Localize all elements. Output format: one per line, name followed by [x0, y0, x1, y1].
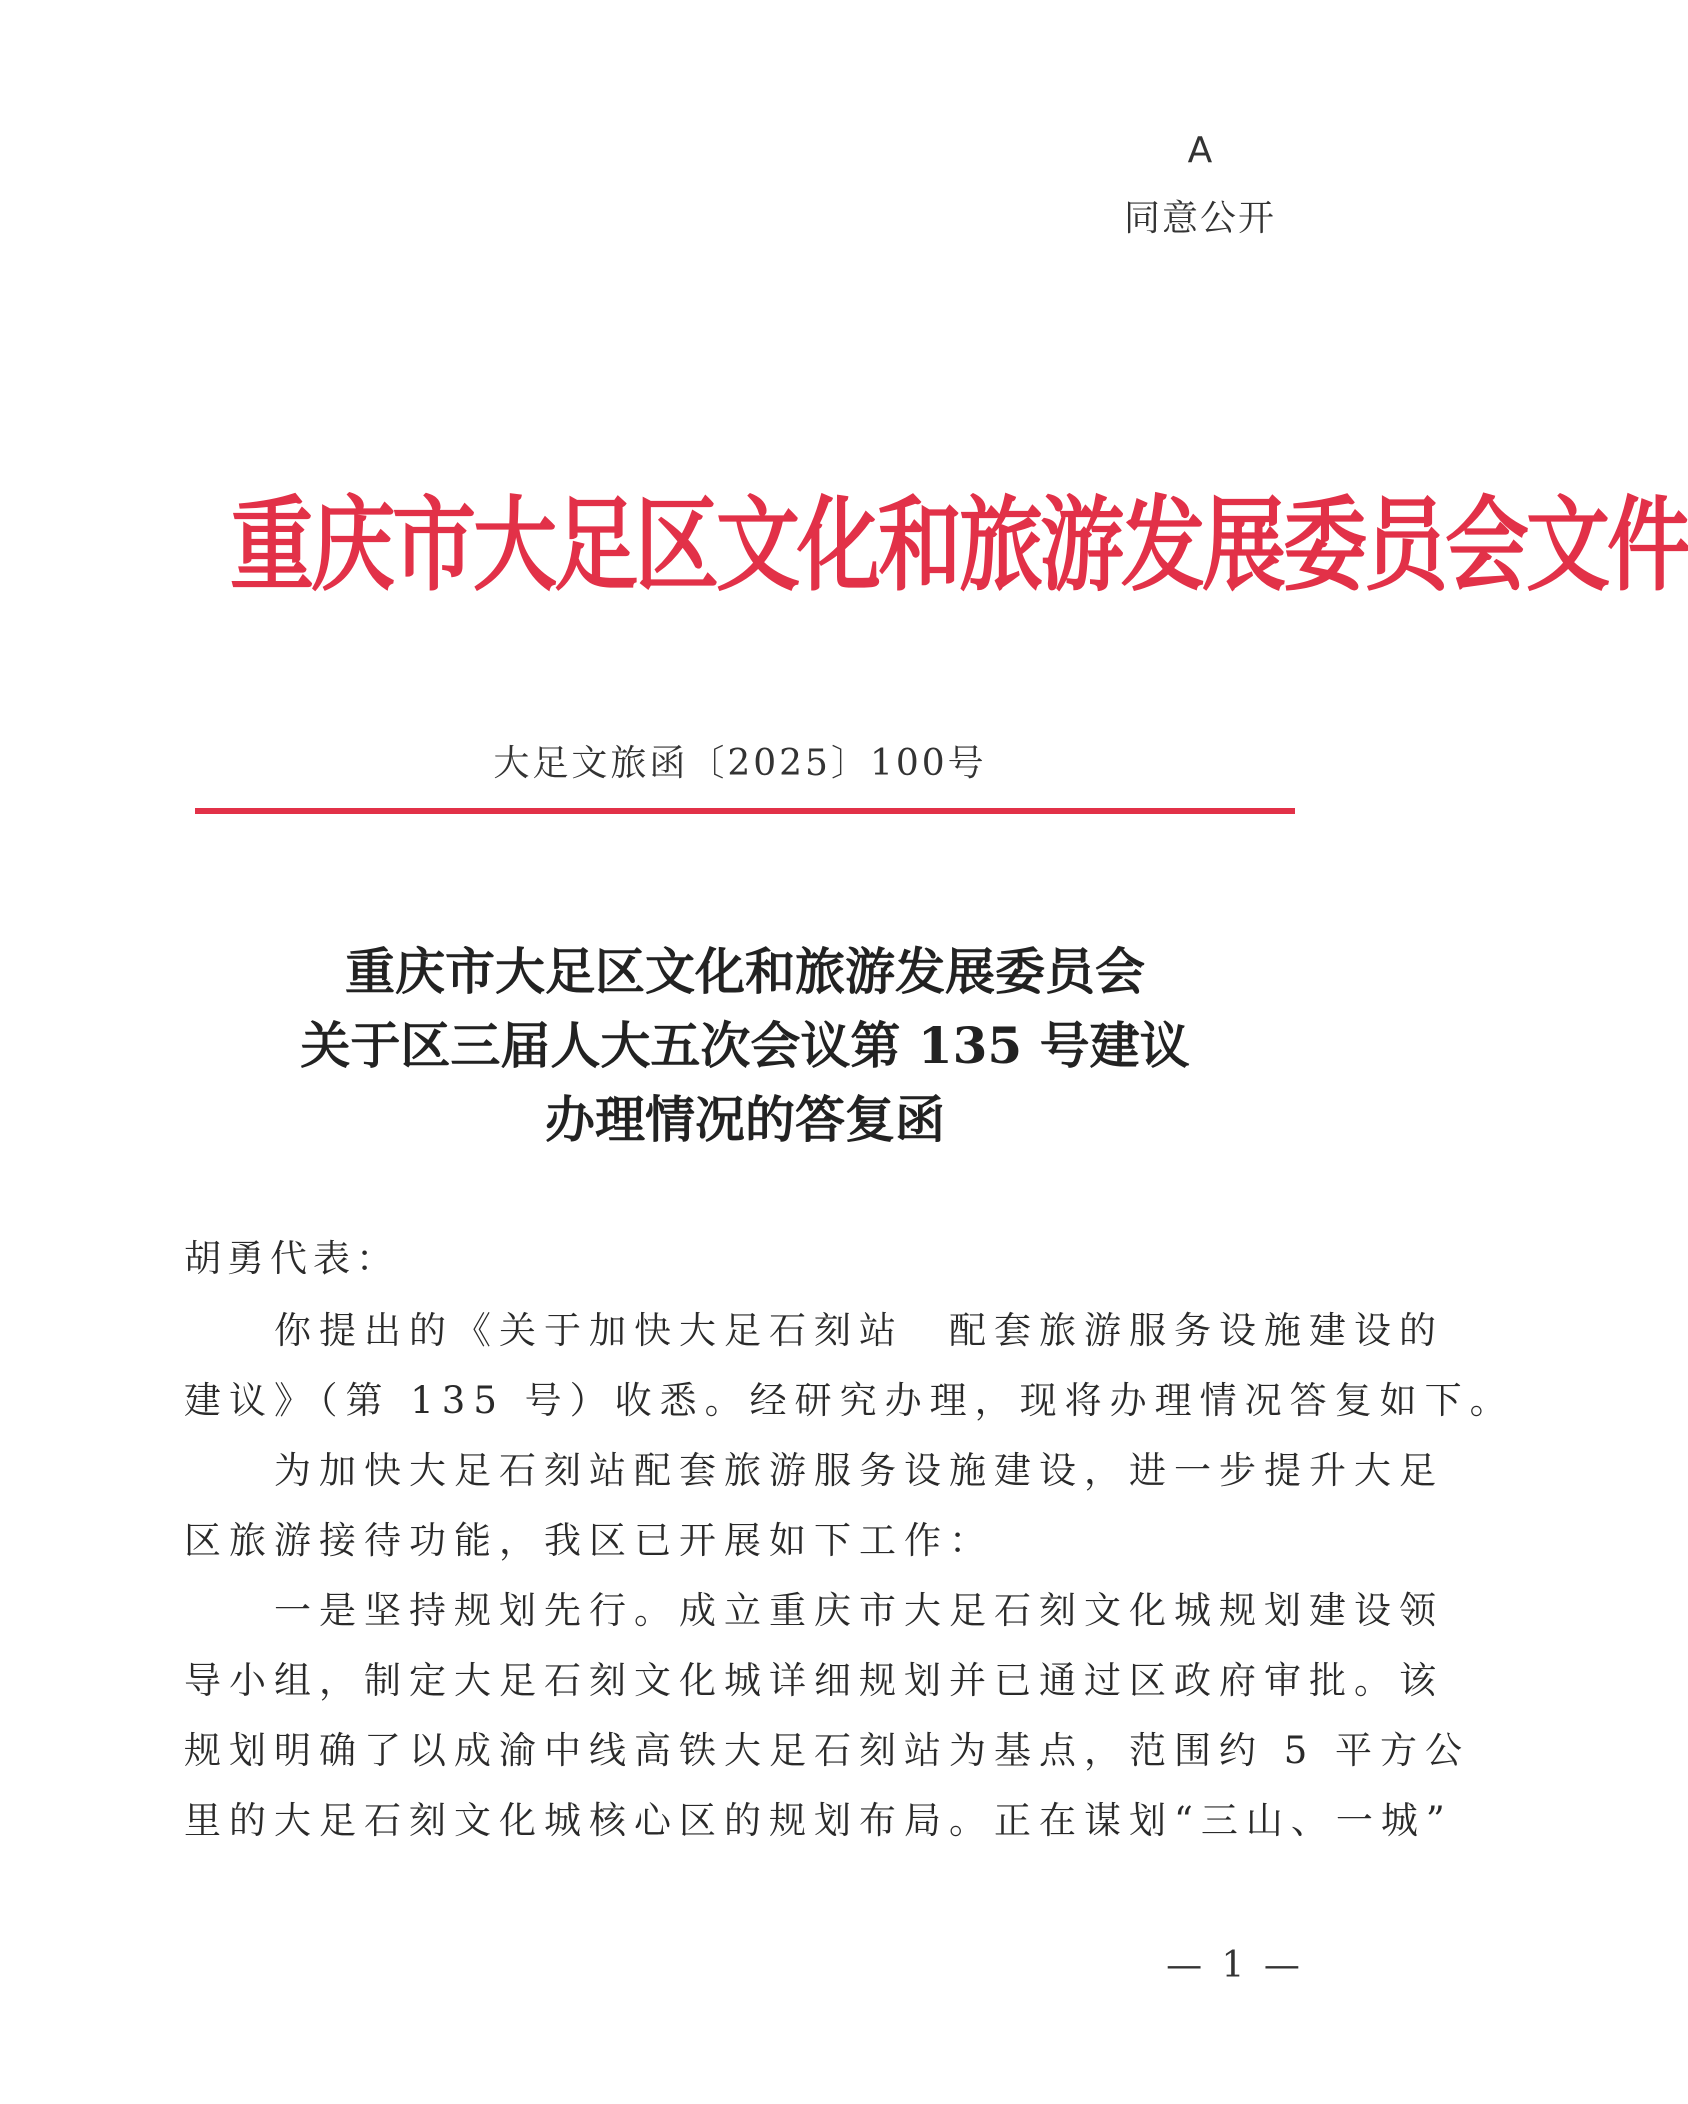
document-number: 大足文旅函〔2025〕100号	[493, 743, 987, 784]
letter-title-line: 重庆市大足区文化和旅游发展委员会	[345, 942, 1145, 1001]
letter-title-line: 关于区三届人大五次会议第 135 号建议	[300, 1016, 1190, 1075]
body-line: 建议》（第 135 号）收悉。经研究办理，现将办理情况答复如下。	[184, 1379, 1515, 1422]
body-line: 你提出的《关于加快大足石刻站 配套旅游服务设施建设的	[184, 1309, 1444, 1352]
letter-title-line: 办理情况的答复函	[545, 1090, 945, 1149]
body-line: 规划明确了以成渝中线高铁大足石刻站为基点，范围约 5 平方公	[184, 1729, 1471, 1772]
masthead-title: 重庆市大足区文化和旅游发展委员会文件	[230, 485, 1688, 605]
publication-status: 同意公开	[1123, 198, 1276, 239]
body-line: 导小组，制定大足石刻文化城详细规划并已通过区政府审批。该	[184, 1659, 1444, 1702]
red-divider-line	[195, 808, 1295, 814]
letter-title	[150, 935, 1340, 1157]
salutation: 胡勇代表：	[184, 1237, 399, 1280]
body-line: 里的大足石刻文化城核心区的规划布局。正在谋划“三山、一城”	[184, 1799, 1453, 1842]
body-line: 区旅游接待功能，我区已开展如下工作：	[184, 1519, 994, 1562]
publication-level: A	[1187, 130, 1213, 171]
body-line: 为加快大足石刻站配套旅游服务设施建设，进一步提升大足	[184, 1449, 1444, 1492]
page-number: — 1 —	[1166, 1945, 1304, 1986]
body-line: 一是坚持规划先行。成立重庆市大足石刻文化城规划建设领	[184, 1589, 1444, 1632]
